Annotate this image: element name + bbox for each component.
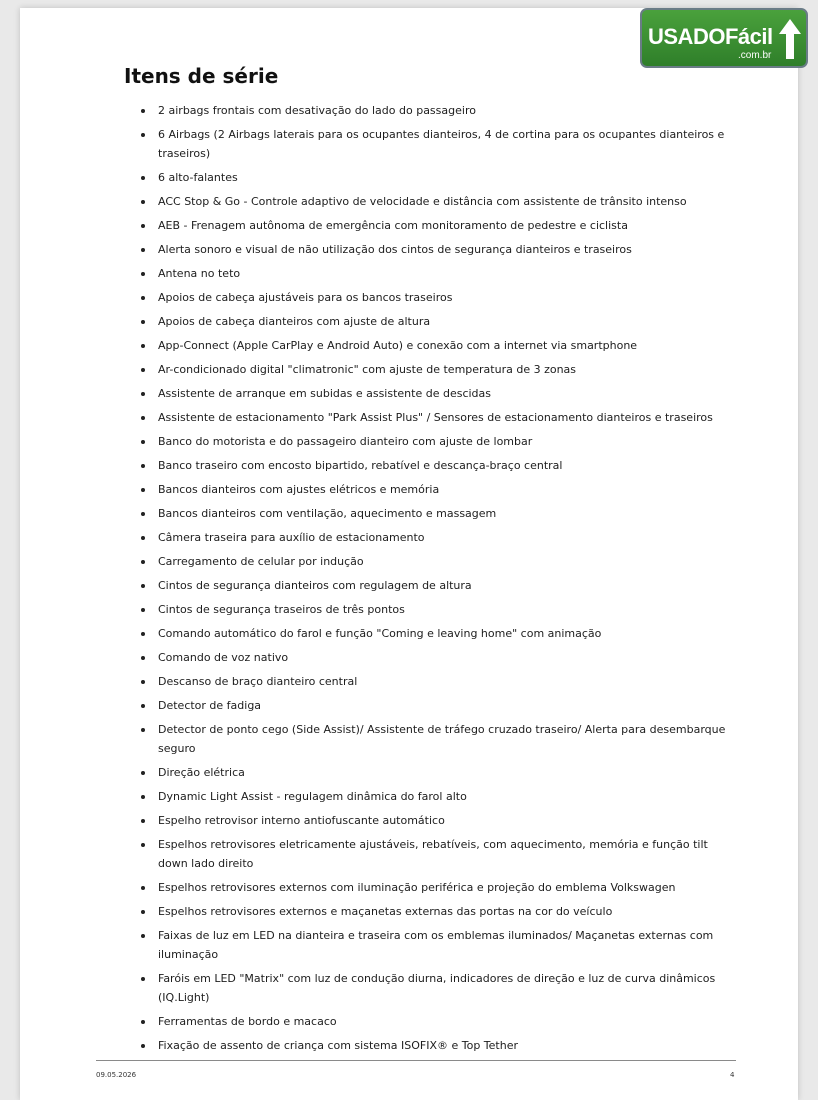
- list-item-text: Dynamic Light Assist - regulagem dinâmica do farol alto: [158, 790, 467, 803]
- list-item: [158, 696, 728, 720]
- list-item: [158, 360, 728, 384]
- bullet-icon: [141, 910, 145, 914]
- list-item: [158, 1036, 728, 1060]
- list-item-text: Comando automático do farol e função "Coming e leaving home" com animação: [158, 627, 602, 640]
- list-item-text: Câmera traseira para auxílio de estacionamento: [158, 531, 425, 544]
- list-item: [158, 969, 728, 1012]
- list-item-text: Ferramentas de bordo e macaco: [158, 1015, 337, 1028]
- usadofacil-logo: [640, 8, 808, 68]
- list-item-text: Antena no teto: [158, 267, 241, 280]
- list-item: [158, 600, 728, 624]
- bullet-icon: [141, 608, 145, 612]
- list-item-text: Cintos de segurança dianteiros com regulagem de altura: [158, 579, 472, 592]
- list-item-text: Alerta sonoro e visual de não utilização dos cintos de segurança dianteiros e traseiros: [158, 243, 632, 256]
- bullet-icon: [141, 843, 145, 847]
- bullet-icon: [141, 512, 145, 516]
- list-item: [158, 504, 728, 528]
- list-item-text: Apoios de cabeça ajustáveis para os bancos traseiros: [158, 291, 453, 304]
- list-item: [158, 528, 728, 552]
- bullet-icon: [141, 320, 145, 324]
- bullet-icon: [141, 368, 145, 372]
- bullet-icon: [141, 416, 145, 420]
- list-item: [158, 576, 728, 600]
- list-item: [158, 456, 728, 480]
- bullet-icon: [141, 632, 145, 636]
- list-item: [158, 902, 728, 926]
- list-item-text: 2 airbags frontais com desativação do lado do passageiro: [158, 104, 476, 117]
- section-title: Itens de série: [124, 64, 279, 88]
- list-item-text: App-Connect (Apple CarPlay e Android Auto) e conexão com a internet via smartphone: [158, 339, 638, 352]
- list-item-text: Assistente de arranque em subidas e assistente de descidas: [158, 387, 492, 400]
- logo-text: USADOFácil: [648, 24, 773, 49]
- list-item: [158, 240, 728, 264]
- list-item-text: 6 Airbags (2 Airbags laterais para os ocupantes dianteiros, 4 de cortina para os ocupantes dianteiros e traseiros): [158, 128, 725, 160]
- list-item-text: ACC Stop & Go - Controle adaptivo de velocidade e distância com assistente de trânsito intenso: [158, 195, 687, 208]
- list-item-text: Fixação de assento de criança com sistema ISOFIX® e Top Tether: [158, 1039, 518, 1052]
- list-item-text: Espelhos retrovisores externos com iluminação periférica e projeção do emblema Volkswagen: [158, 881, 676, 894]
- list-item: [158, 624, 728, 648]
- bullet-icon: [141, 200, 145, 204]
- list-item: [158, 384, 728, 408]
- list-item: [158, 552, 728, 576]
- list-item: [158, 101, 728, 125]
- list-item: [158, 336, 728, 360]
- list-item-text: Faróis em LED "Matrix" com luz de condução diurna, indicadores de direção e luz de curva dinâmicos (IQ.Light): [158, 972, 716, 1004]
- bullet-icon: [141, 272, 145, 276]
- logo-subtext: .com.br: [738, 50, 772, 61]
- footer-date: 09.05.2026: [96, 1071, 137, 1079]
- list-item-text: Espelhos retrovisores eletricamente ajustáveis, rebatíveis, com aquecimento, memória e função tilt down lado direito: [158, 838, 708, 870]
- list-item-text: Detector de fadiga: [158, 699, 262, 712]
- bullet-icon: [141, 795, 145, 799]
- list-item-text: Espelho retrovisor interno antiofuscante automático: [158, 814, 445, 827]
- bullet-icon: [141, 224, 145, 228]
- list-item: [158, 264, 728, 288]
- list-item-text: Comando de voz nativo: [158, 651, 289, 664]
- list-item: [158, 408, 728, 432]
- list-item-text: Faixas de luz em LED na dianteira e traseira com os emblemas iluminados/ Maçanetas externas com iluminação: [158, 929, 714, 961]
- bullet-icon: [141, 704, 145, 708]
- list-item: [158, 720, 728, 763]
- list-item-text: Banco traseiro com encosto bipartido, rebatível e descança-braço central: [158, 459, 563, 472]
- list-item-text: Direção elétrica: [158, 766, 245, 779]
- list-item: [158, 878, 728, 902]
- bullet-icon: [141, 656, 145, 660]
- list-item-text: Apoios de cabeça dianteiros com ajuste de altura: [158, 315, 431, 328]
- bullet-icon: [141, 248, 145, 252]
- list-item-text: Assistente de estacionamento "Park Assist Plus" / Sensores de estacionamento dianteiros e traseiros: [158, 411, 713, 424]
- bullet-icon: [141, 771, 145, 775]
- list-item: [158, 192, 728, 216]
- list-item: [158, 480, 728, 504]
- up-arrow-icon: [778, 18, 802, 60]
- bullet-icon: [141, 440, 145, 444]
- bullet-icon: [141, 819, 145, 823]
- bullet-icon: [141, 176, 145, 180]
- bullet-icon: [141, 1020, 145, 1024]
- list-item: [158, 835, 728, 878]
- features-list: [158, 101, 728, 1060]
- list-item: [158, 787, 728, 811]
- list-item: [158, 1012, 728, 1036]
- footer-divider: [96, 1060, 736, 1061]
- list-item-text: Ar-condicionado digital "climatronic" com ajuste de temperatura de 3 zonas: [158, 363, 577, 376]
- bullet-icon: [141, 680, 145, 684]
- bullet-icon: [141, 464, 145, 468]
- bullet-icon: [141, 977, 145, 981]
- list-item: [158, 125, 728, 168]
- bullet-icon: [141, 536, 145, 540]
- list-item: [158, 216, 728, 240]
- list-item: [158, 926, 728, 969]
- bullet-icon: [141, 728, 145, 732]
- list-item-text: Banco do motorista e do passageiro dianteiro com ajuste de lombar: [158, 435, 533, 448]
- document-page: [20, 8, 798, 1100]
- list-item-text: Espelhos retrovisores externos e maçanetas externas das portas na cor do veículo: [158, 905, 613, 918]
- list-item: [158, 763, 728, 787]
- list-item-text: Detector de ponto cego (Side Assist)/ Assistente de tráfego cruzado traseiro/ Alerta para desembarque seguro: [158, 723, 726, 755]
- bullet-icon: [141, 584, 145, 588]
- bullet-icon: [141, 344, 145, 348]
- list-item-text: 6 alto-falantes: [158, 171, 238, 184]
- bullet-icon: [141, 934, 145, 938]
- bullet-icon: [141, 886, 145, 890]
- page-number: 4: [730, 1071, 735, 1079]
- list-item-text: Bancos dianteiros com ventilação, aquecimento e massagem: [158, 507, 497, 520]
- list-item: [158, 648, 728, 672]
- list-item: [158, 672, 728, 696]
- bullet-icon: [141, 133, 145, 137]
- bullet-icon: [141, 488, 145, 492]
- list-item: [158, 432, 728, 456]
- list-item: [158, 168, 728, 192]
- list-item: [158, 312, 728, 336]
- list-item-text: Carregamento de celular por indução: [158, 555, 364, 568]
- list-item: [158, 288, 728, 312]
- bullet-icon: [141, 296, 145, 300]
- bullet-icon: [141, 109, 145, 113]
- list-item: [158, 811, 728, 835]
- list-item-text: Descanso de braço dianteiro central: [158, 675, 358, 688]
- bullet-icon: [141, 392, 145, 396]
- bullet-icon: [141, 1044, 145, 1048]
- bullet-icon: [141, 560, 145, 564]
- list-item-text: Cintos de segurança traseiros de três pontos: [158, 603, 405, 616]
- list-item-text: AEB - Frenagem autônoma de emergência com monitoramento de pedestre e ciclista: [158, 219, 628, 232]
- list-item-text: Bancos dianteiros com ajustes elétricos e memória: [158, 483, 440, 496]
